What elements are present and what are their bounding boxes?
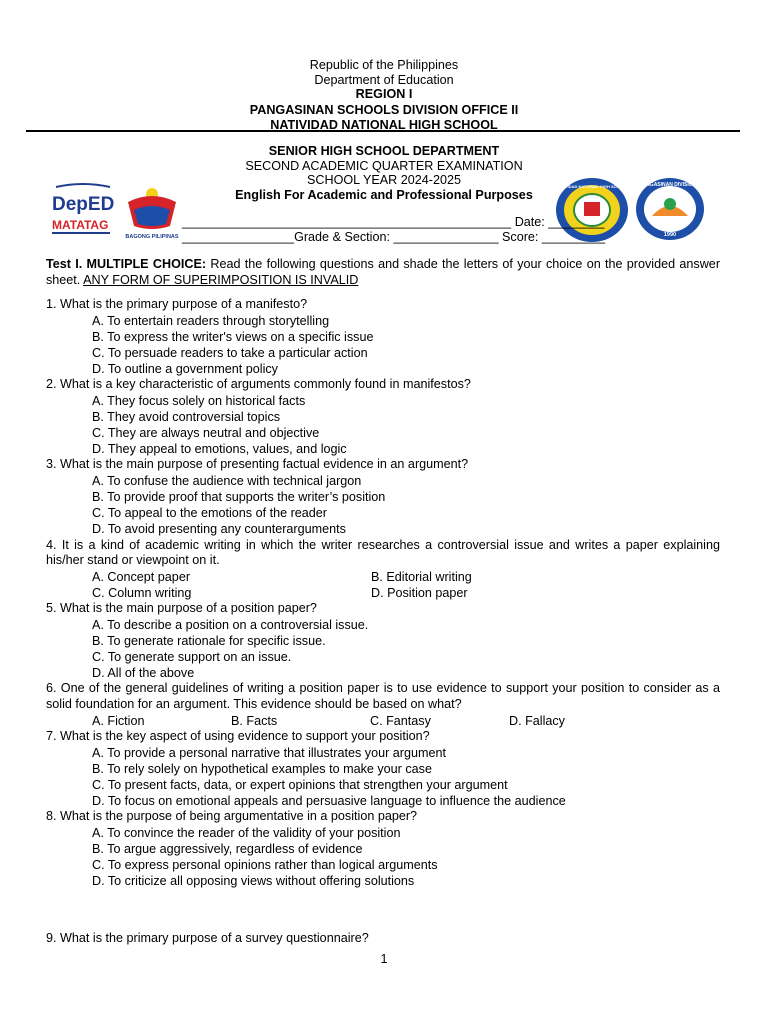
option-d[interactable]: D. To criticize all opposing views without offering solutions (92, 874, 415, 889)
superimposition-warning: ANY FORM OF SUPERIMPOSITION IS INVALID (83, 272, 359, 287)
option-a[interactable]: A. Fiction (92, 714, 145, 729)
option-d[interactable]: D. To avoid presenting any counterarguments (92, 522, 346, 537)
option-d[interactable]: D. All of the above (92, 666, 195, 681)
header-republic: Republic of the Philippines (309, 58, 459, 72)
option-d[interactable]: D. Position paper (371, 586, 468, 601)
name-date-line[interactable]: _______________________________________________ Date: ________ (182, 215, 605, 229)
option-a[interactable]: A. Concept paper (92, 570, 191, 585)
option-a[interactable]: A. To provide a personal narrative that illustrates your argument (92, 745, 446, 760)
option-d[interactable]: D. To focus on emotional appeals and persuasive language to influence the audience (92, 794, 566, 809)
division-seal-text: PANGASINAN DIVISION II (639, 182, 701, 188)
school-seal-text: NATIVIDAD NATIONAL HIGH SCHOOL (555, 184, 629, 189)
option-b[interactable]: B. To argue aggressively, regardless of evidence (92, 842, 363, 857)
header-subject: English For Academic and Professional Purposes (235, 187, 533, 202)
bagong-pilipinas-logo (120, 180, 184, 240)
question-2 (46, 377, 720, 457)
question-list (46, 297, 720, 890)
option-c[interactable]: C. To persuade readers to take a particular action (92, 345, 368, 360)
option-d[interactable]: D. Fallacy (509, 714, 565, 729)
division-seal-icon (634, 176, 706, 242)
question-stem: 3. What is the main purpose of presenting factual evidence in an argument? (46, 457, 469, 472)
question-1 (46, 297, 720, 377)
question-6 (46, 681, 720, 729)
instructions-text: Read the following questions and shade the letters of your choice on the provided answer sheet. (46, 257, 721, 287)
question-stem: 4. It is a kind of academic writing in which the writer researches a controversial issue and writes a paper explaining his/her stand or viewpoint on it. (46, 537, 720, 568)
header-exam-title: SECOND ACADEMIC QUARTER EXAMINATION (245, 158, 523, 173)
question-4 (46, 538, 720, 602)
option-b[interactable]: B. To express the writer's views on a specific issue (92, 329, 374, 344)
option-b[interactable]: B. Facts (231, 714, 278, 729)
option-a[interactable]: A. To describe a position on a controversial issue. (92, 618, 369, 633)
option-d[interactable]: D. They appeal to emotions, values, and logic (92, 442, 347, 457)
grade-score-line[interactable]: ________________Grade & Section: _______________ Score: _________ (182, 230, 605, 244)
matatag-wordmark: MATATAG (52, 218, 109, 232)
question-stem: 8. What is the purpose of being argumentative in a position paper? (46, 809, 418, 824)
header-department: Department of Education (314, 72, 454, 87)
header-shs-department: SENIOR HIGH SCHOOL DEPARTMENT (268, 144, 500, 158)
option-a[interactable]: A. To confuse the audience with technical jargon (92, 474, 362, 489)
test-instructions (46, 257, 720, 289)
header-divider (26, 130, 740, 132)
page-number: 1 (380, 952, 388, 966)
question-stem: 6. One of the general guidelines of writing a position paper is to use evidence to support your position to consider as a solid foundation for an argument. This evidence should be based on what? (46, 681, 720, 712)
question-stem: 7. What is the key aspect of using evidence to support your position? (46, 729, 430, 744)
option-a[interactable]: A. To convince the reader of the validity of your position (92, 826, 401, 841)
option-a[interactable]: A. They focus solely on historical facts (92, 393, 306, 408)
deped-wordmark: DepED (52, 194, 115, 215)
question-7 (46, 729, 720, 809)
deped-logo-icon (50, 183, 116, 239)
division-seal-year: 1990 (663, 232, 677, 238)
option-c[interactable]: C. Fantasy (370, 714, 431, 729)
option-c[interactable]: C. To appeal to the emotions of the reader (92, 506, 328, 521)
option-b[interactable]: B. They avoid controversial topics (92, 410, 281, 425)
test-label: Test I. MULTIPLE CHOICE: (46, 257, 207, 271)
question-stem: 2. What is a key characteristic of arguments commonly found in manifestos? (46, 377, 471, 392)
option-b[interactable]: B. To rely solely on hypothetical examples to make your case (92, 762, 432, 777)
option-c[interactable]: C. They are always neutral and objective (92, 426, 320, 441)
division-seal (634, 176, 706, 242)
question-5 (46, 601, 720, 681)
option-b[interactable]: B. To provide proof that supports the writer’s position (92, 490, 386, 505)
question-9 (46, 931, 720, 947)
option-c[interactable]: C. Column writing (92, 586, 192, 601)
header-school-year: SCHOOL YEAR 2024-2025 (306, 173, 461, 187)
option-c[interactable]: C. To generate support on an issue. (92, 650, 292, 665)
question-stem: 1. What is the primary purpose of a manifesto? (46, 297, 308, 311)
option-b[interactable]: B. Editorial writing (371, 570, 472, 585)
letterhead (0, 58, 768, 133)
bagong-pilipinas-icon (120, 180, 184, 240)
question-3 (46, 457, 720, 537)
question-stem: 9. What is the primary purpose of a survey questionnaire? (46, 931, 369, 945)
option-d[interactable]: D. To outline a government policy (92, 362, 278, 377)
option-a[interactable]: A. To entertain readers through storytelling (92, 313, 330, 328)
option-c[interactable]: C. To present facts, data, or expert opinions that strengthen your argument (92, 778, 508, 793)
option-c[interactable]: C. To express personal opinions rather than logical arguments (92, 858, 438, 873)
option-b[interactable]: B. To generate rationale for specific issue. (92, 634, 326, 649)
header-division: PANGASINAN SCHOOLS DIVISION OFFICE II (249, 102, 519, 117)
bagong-pilipinas-wordmark: BAGONG PILIPINAS (125, 234, 179, 240)
question-8 (46, 809, 720, 889)
deped-matatag-logo (50, 183, 116, 239)
header-school: NATIVIDAD NATIONAL HIGH SCHOOL (270, 118, 498, 132)
header-region: REGION I (355, 87, 413, 101)
question-stem: 5. What is the main purpose of a position paper? (46, 601, 317, 616)
